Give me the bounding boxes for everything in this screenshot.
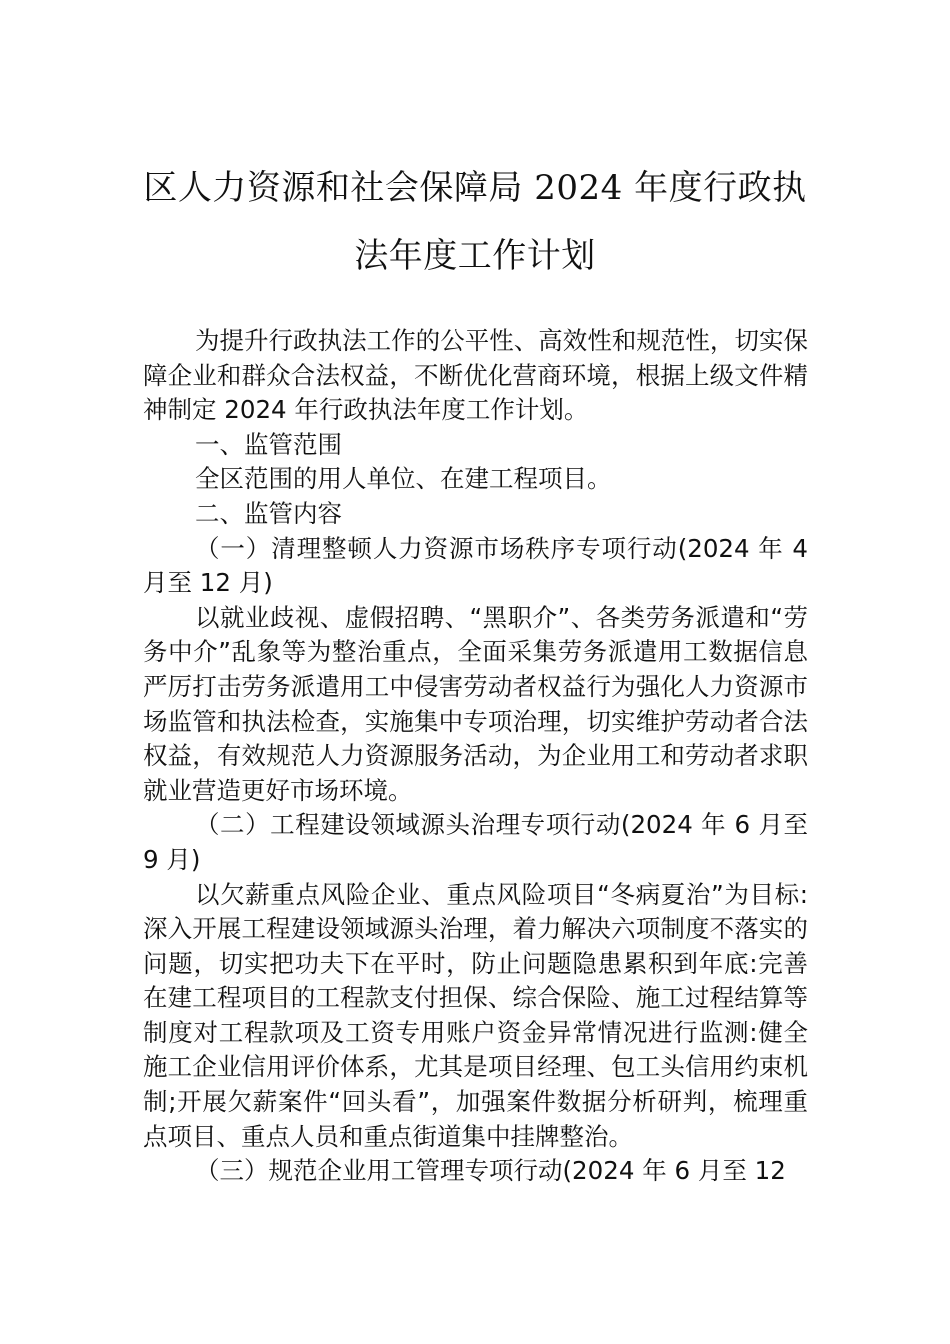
item-2-body: 以欠薪重点风险企业、重点风险项目“冬病夏治”为目标:深入开展工程建设领域源头治理，着力解决六项制度不落实的问题，切实把功夫下在平时，防止问题隐患累积到年底:完善在建工程项目的工程款支付担保、综合保险、施工过程结算等制度对工程款项及工资专用账户资金异常情况进行监测:健全施工企业信用评价体系，尤其是项目经理、包工头信用约束机制;开展欠薪案件“回头看”，加强案件数据分析研判，梳理重点项目、重点人员和重点街道集中挂牌整治。 xyxy=(143,879,808,1151)
item-1-heading: （一）清理整顿人力资源市场秩序专项行动(2024 年 4 月至 12 月) xyxy=(143,533,808,598)
document-title-line-1: 区人力资源和社会保障局 2024 年度行政执 xyxy=(143,168,807,208)
document-title-line-2: 法年度工作计划 xyxy=(354,236,596,276)
section-1-heading: 一、监管范围 xyxy=(195,429,342,459)
document-body xyxy=(143,324,808,1189)
item-2-heading: （二）工程建设领域源头治理专项行动(2024 年 6 月至 9 月) xyxy=(143,810,808,874)
section-1-body: 全区范围的用人单位、在建工程项目。 xyxy=(195,464,612,494)
section-2-heading: 二、监管内容 xyxy=(195,498,342,528)
item-3-heading: （三）规范企业用工管理专项行动(2024 年 6 月至 12 xyxy=(195,1156,786,1186)
intro-paragraph: 为提升行政执法工作的公平性、高效性和规范性，切实保障企业和群众合法权益，不断优化营商环境，根据上级文件精神制定 2024 年行政执法年度工作计划。 xyxy=(143,326,808,425)
item-1-body: 以就业歧视、虚假招聘、“黑职介”、各类劳务派遣和“劳务中介”乱象等为整治重点，全面采集劳务派遣用工数据信息严厉打击劳务派遣用工中侵害劳动者权益行为强化人力资源市场监管和执法检查，实施集中专项治理，切实维护劳动者合法权益，有效规范人力资源服务活动，为企业用工和劳动者求职就业营造更好市场环境。 xyxy=(143,602,808,805)
